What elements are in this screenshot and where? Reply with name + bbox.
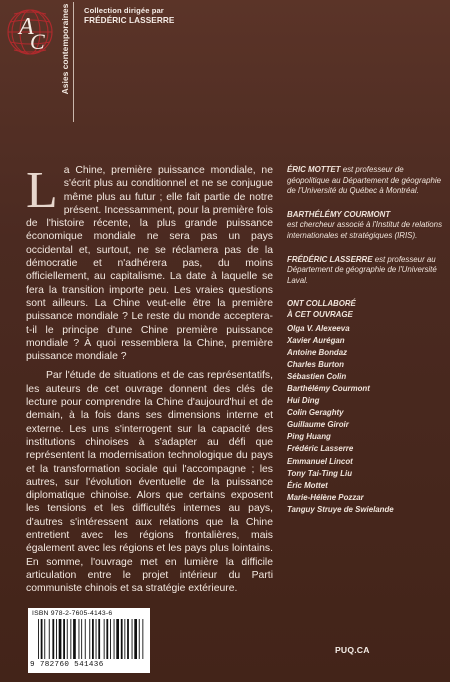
isbn-label: ISBN 978-2-7605-4143-6 — [32, 610, 113, 617]
barcode-bars-icon — [38, 619, 144, 659]
list-item: Guillaume Giroir — [287, 420, 349, 430]
description-paragraph-2: Par l'étude de situations et de cas représentatifs, les auteurs de cet ouvrage donnent des clés de lecture pour comprendre la Chine d'aujourd'hui et de demain, à la fois dans ses dimensions interne et externe. Les uns s'interrogent sur la capacité des institutions chinoises à s'adapter au défi que représentent la modernisation technologique du pays et la transformation sociale qui l'accompagne ; les autres, sur l'évolution éventuelle de la puissance diplomatique chinoise. Alors que certains exposent les tensions et les difficultés internes au pays, d'autres s'intéressent aux relations que la Chine entretient avec les régions frontalières, mais également avec les régions et les pays plus lointains. En somme, l'ouvrage met en lumière la difficile articulation entre le projet intérieur du Parti communiste chinois et sa stratégie extérieure. — [26, 370, 273, 595]
contributors-heading: ONT COLLABORÉ À CET OUVRAGE — [287, 299, 356, 319]
book-description — [26, 164, 273, 596]
drop-cap: L — [26, 162, 58, 219]
publisher-website: PUQ.CA — [335, 645, 370, 655]
author-bio-text: est professeur de géopolitique au Département de géographie de l'Université du Québec à Montréal. — [287, 165, 441, 196]
list-item: Ping Huang — [287, 432, 331, 442]
description-paragraph-1: La Chine, première puissance mondiale, ne s'écrit plus au conditionnel et ne se conjugue même plus au futur ; elle fait partie de notre présent. Incessamment, pour la première fois de l'histoire récente, la plus grande puissance économique mondiale ne sera pas un pays occidental et, surtout, ne se réclamera pas de la démocratie et n'adhérera pas, du moins officiellement, au capitalisme. La date à laquelle se fera la transition importe peu. Les vraies questions sont ailleurs. La Chine veut-elle être la première puissance mondiale ? Le reste du monde acceptera-t-il le principe d'une Chine première puissance mondiale ? À quoi ressemblera la Chine, première puissance mondiale ? — [26, 162, 273, 363]
list-item: Emmanuel Lincot — [287, 456, 353, 466]
list-item: Sébastien Colin — [287, 371, 347, 381]
author-name: ÉRIC MOTTET — [287, 165, 341, 174]
list-item: Hui Ding — [287, 396, 320, 406]
header-divider — [73, 2, 74, 122]
collection-logo-globe-icon — [6, 4, 58, 60]
author-bio-text: est professeur au Département de géographie de l'Université Laval. — [287, 254, 437, 285]
barcode-digits: 9 782760 541436 — [30, 661, 104, 669]
list-item: Olga V. Alexeeva — [287, 323, 350, 333]
author-name: FRÉDÉRIC LASSERRE — [287, 254, 373, 264]
collection-credit — [84, 6, 174, 25]
list-item: Xavier Aurégan — [287, 335, 345, 345]
list-item: Barthélémy Courmont — [287, 384, 370, 393]
list-item: Colin Geraghty — [287, 408, 344, 418]
list-item: Frédéric Lasserre — [287, 444, 354, 454]
author-bio-text: est chercheur associé à l'Institut de relations internationales et stratégiques (IRIS). — [287, 220, 443, 240]
author-bio — [287, 165, 447, 197]
logo-letter-a: A — [19, 14, 34, 40]
list-item: Tony Tai-Ting Liu — [287, 468, 353, 478]
list-item: Charles Burton — [287, 359, 344, 369]
collection-director: FRÉDÉRIC LASSERRE — [84, 15, 175, 25]
author-bio — [287, 255, 447, 287]
list-item: Tanguy Struye de Swielande — [287, 504, 394, 514]
list-item: Marie-Hélène Pozzar — [287, 492, 364, 502]
collection-line: Collection dirigée par — [84, 6, 164, 15]
author-name: BARTHÉLÉMY COURMONT — [287, 209, 391, 219]
isbn-barcode — [28, 608, 150, 673]
authors-column — [287, 165, 447, 516]
list-item: Éric Mottet — [287, 480, 328, 490]
series-name-vertical: Asies contemporaines — [60, 3, 70, 95]
list-item: Antoine Bondaz — [287, 347, 348, 357]
contributors-list — [287, 323, 447, 517]
logo-letter-c: C — [30, 29, 45, 54]
author-bio — [287, 210, 447, 242]
